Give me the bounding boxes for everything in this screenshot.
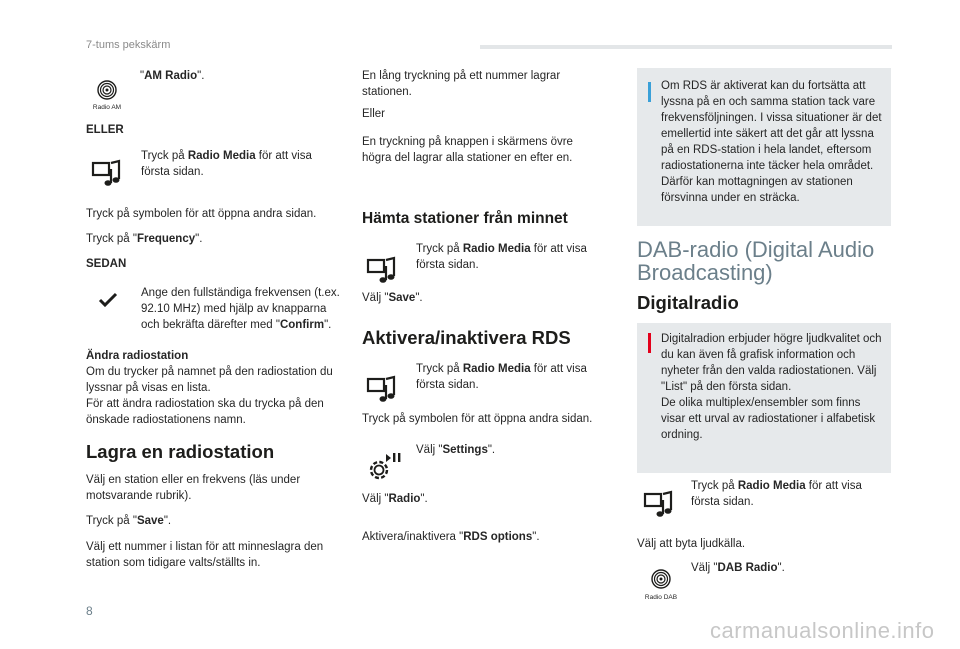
settings-text: Välj "Settings". [416, 444, 496, 456]
dab-radio-text: Välj "DAB Radio". [691, 562, 785, 574]
frequency-instruction: Tryck på "Frequency". [86, 233, 203, 245]
save-p3: Välj ett nummer i listan för att minneslagra den station som tidigare valts/ställts in. [86, 541, 324, 569]
short-press-text: En tryckning på knappen i skärmens övre högra del lagrar alla stationer en efter en. [362, 136, 573, 164]
page-header-title: 7-tums pekskärm [86, 39, 171, 51]
symbol-instruction-2: Tryck på symbolen för att öppna andra sidan. [362, 413, 593, 425]
info-box-text: Om RDS är aktiverat kan du fortsätta att lyssna på en och samma station tack vare frekvensföljningen. I vissa situationer är det emellertid inte säkert att det går att lyssna på en RDS-station i hela landet, eftersom radiostationerna inte täcker hela området. Därför kan mottagningen av stationen försvinna under en sträcka. [661, 80, 882, 204]
watermark: carmanualsonline.info [710, 618, 935, 643]
eller-text: Eller [362, 108, 386, 120]
info-accent-icon [648, 82, 651, 102]
digital-radio-heading: Digitalradio [637, 292, 739, 313]
radio-media-icon [366, 254, 402, 284]
radio-media-icon [366, 373, 402, 403]
header-bar [480, 45, 892, 49]
warning-box [637, 323, 891, 473]
change-station-body-2: För att ändra radiostation ska du trycka på den önskade radiostationens namn. [86, 398, 324, 426]
radio-media-icon [91, 157, 127, 187]
save-station-heading: Lagra en radiostation [86, 441, 275, 462]
eller-label: ELLER [86, 124, 124, 136]
rds-heading: Aktivera/inaktivera RDS [362, 327, 571, 348]
radio-media-instruction-4: Tryck på Radio Media för att visa första sidan. [691, 480, 862, 508]
fetch-stations-heading: Hämta stationer från minnet [362, 210, 568, 227]
radio-media-instruction-1: Tryck på Radio Media för att visa första sidan. [141, 150, 312, 178]
page-number: 8 [86, 604, 93, 618]
radio-dab-icon-label: Radio DAB [644, 594, 678, 601]
save-p2: Tryck på "Save". [86, 515, 172, 527]
settings-gear-icon [366, 450, 406, 484]
choose-save-text: Välj "Save". [362, 292, 423, 304]
enter-frequency-text: Ange den fullständiga frekvensen (t.ex. 92.10 MHz) med hjälp av knapparna och bekräfta därefter med "Confirm". [141, 287, 340, 331]
dab-heading: DAB-radio (Digital Audio Broadcasting) [637, 237, 875, 285]
radio-am-icon [90, 78, 124, 111]
warning-box-text-2: De olika multiplex/ensembler som finns visar ett urval av radiostationer i alfabetisk ordning. [661, 397, 876, 441]
change-station-title: Ändra radiostation [86, 350, 189, 362]
change-source-text: Välj att byta ljudkälla. [637, 538, 746, 550]
radio-text: Välj "Radio". [362, 493, 428, 505]
sedan-label: SEDAN [86, 258, 127, 270]
info-box [637, 68, 891, 226]
long-press-text: En lång tryckning på ett nummer lagrar stationen. [362, 70, 561, 98]
checkmark-icon [98, 292, 118, 308]
radio-media-instruction-2: Tryck på Radio Media för att visa första sidan. [416, 243, 587, 271]
rds-options-text: Aktivera/inaktivera "RDS options". [362, 531, 540, 543]
radio-dab-icon [644, 567, 678, 601]
radio-am-icon-label: Radio AM [92, 104, 122, 111]
symbol-instruction-1: Tryck på symbolen för att öppna andra sidan. [86, 208, 317, 220]
am-radio-text: "AM Radio". [140, 70, 205, 82]
radio-media-instruction-3: Tryck på Radio Media för att visa första sidan. [416, 363, 587, 391]
warning-box-text-1: Digitalradion erbjuder högre ljudkvalitet och du kan även få grafisk information och nyheter från den valda radiostationen. Välj "List" på den första sidan. [661, 333, 882, 393]
save-p1: Välj en station eller en frekvens (läs under motsvarande rubrik). [86, 474, 301, 502]
radio-media-icon [643, 488, 679, 518]
change-station-body-1: Om du trycker på namnet på den radiostation du lyssnar på visas en lista. [86, 366, 333, 394]
warning-accent-icon [648, 333, 651, 353]
